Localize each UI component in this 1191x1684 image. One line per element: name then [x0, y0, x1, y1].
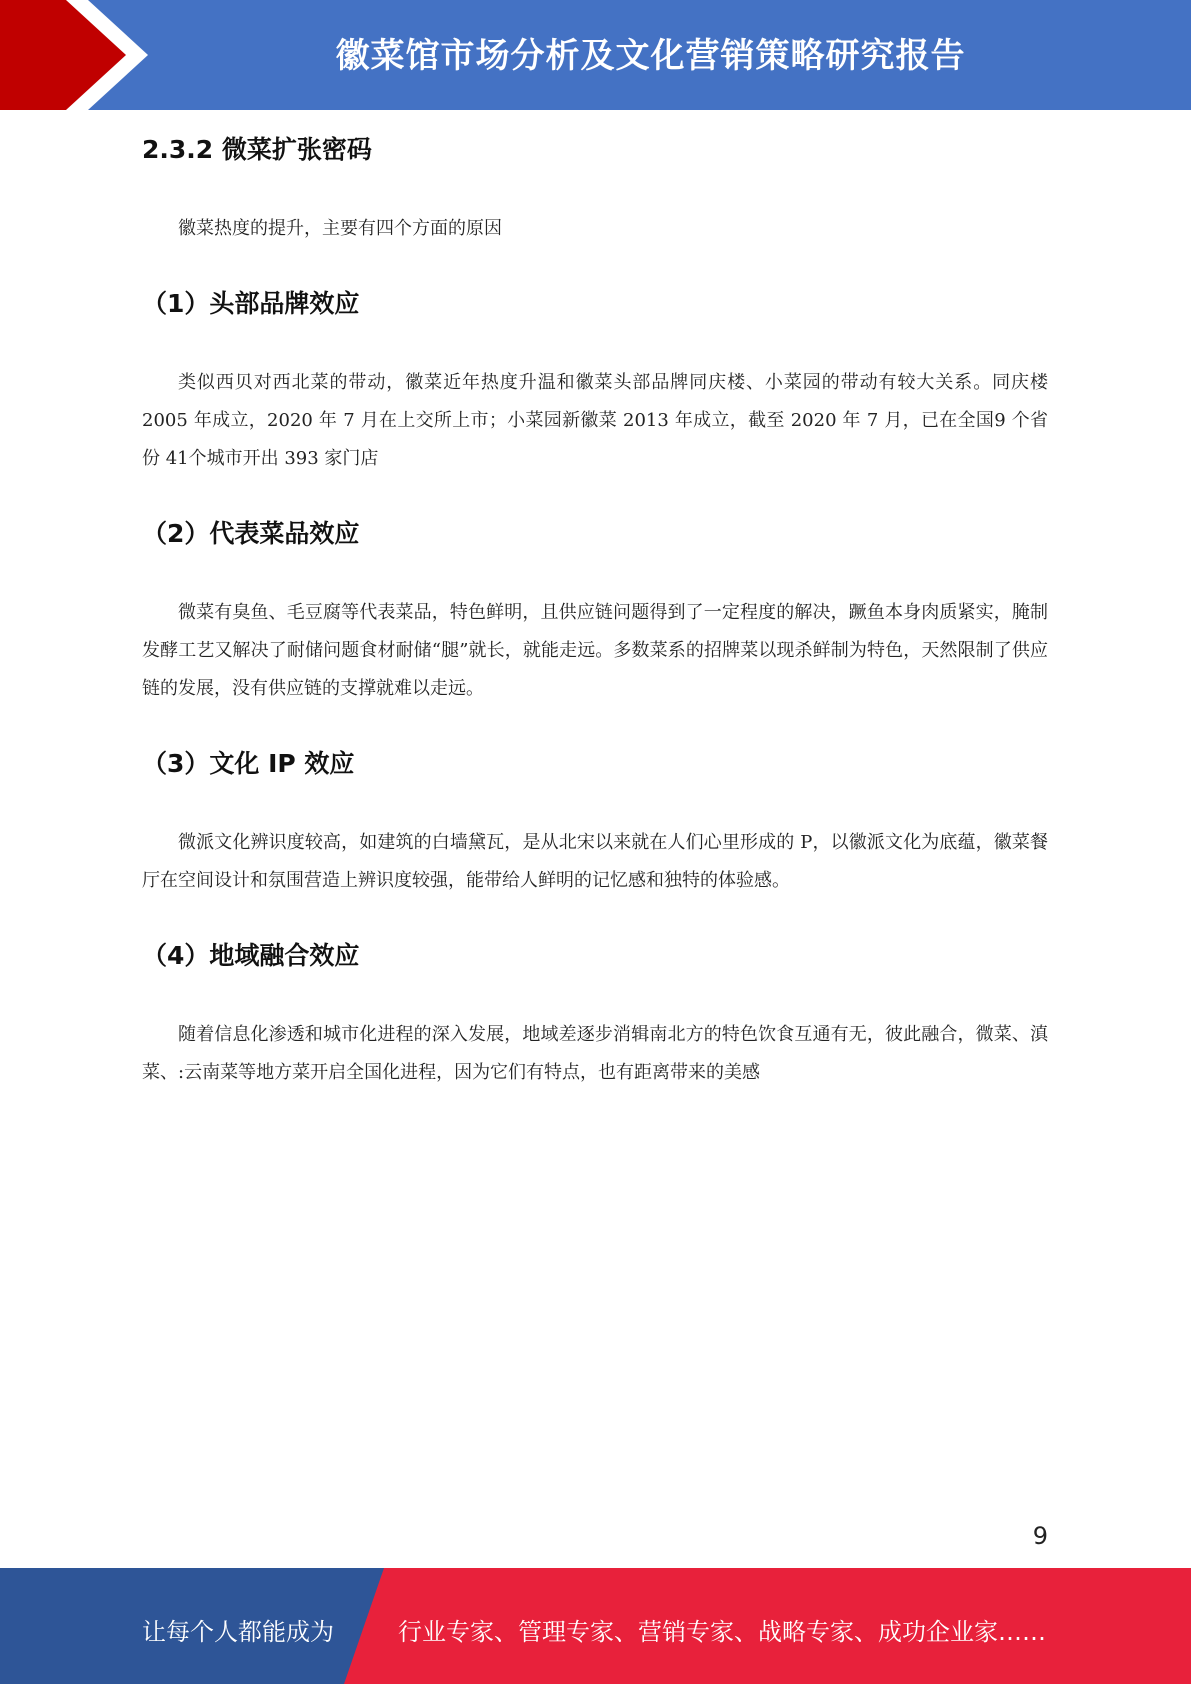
page-number: 9: [1032, 1522, 1048, 1550]
subsection-title-4: （4）地域融合效应: [142, 941, 360, 970]
header-arrow-decoration: [0, 0, 160, 110]
subsection-text-2: 微菜有臭鱼、毛豆腐等代表菜品，特色鲜明，且供应链问题得到了一定程度的解决，蹶鱼本身肉质紧实，腌制发酵工艺又解决了耐储问题食材耐储“腿”就长，就能走远。多数菜系的招牌菜以现杀鲜制为特色，天然限制了供应链的发展，没有供应链的支撑就难以走远。: [142, 602, 1048, 699]
subsection-text-1: 类似西贝对西北菜的带动，徽菜近年热度升温和徽菜头部品牌同庆楼、小菜园的带动有较大关系。同庆楼 2005 年成立，2020 年 7 月在上交所上市；小菜园新徽菜 2013 年成立，截至 2020 年 7 月，已在全国9 个省份 41个城市开出 393 家门店: [142, 372, 1048, 469]
intro-paragraph: 徽菜热度的提升，主要有四个方面的原因: [178, 218, 502, 239]
section-title: 2.3.2 微菜扩张密码: [142, 135, 372, 164]
subsection-title-1: （1）头部品牌效应: [142, 289, 360, 318]
page-header: [0, 0, 1191, 110]
report-title: 徽菜馆市场分析及文化营销策略研究报告: [335, 36, 966, 76]
subsection-text-3: 微派文化辨识度较高，如建筑的白墙黛瓦，是从北宋以来就在人们心里形成的 P，以徽派文化为底蕴，徽菜餐厅在空间设计和氛围营造上辨识度较强，能带给人鲜明的记忆感和独特的体验感。: [142, 832, 1048, 891]
footer-slogan-right: 行业专家、管理专家、营销专家、战略专家、成功企业家……: [398, 1618, 1046, 1646]
page-footer: [0, 1568, 1191, 1684]
footer-slogan-left: 让每个人都能成为: [142, 1618, 334, 1646]
subsection-text-4: 随着信息化渗透和城市化进程的深入发展，地域差逐步消辑南北方的特色饮食互通有无，彼此融合，微菜、滇菜、:云南菜等地方菜开启全国化进程，因为它们有特点，也有距离带来的美感: [142, 1024, 1048, 1083]
subsection-title-2: （2）代表菜品效应: [142, 519, 360, 548]
subsection-title-3: （3）文化 IP 效应: [142, 749, 355, 778]
